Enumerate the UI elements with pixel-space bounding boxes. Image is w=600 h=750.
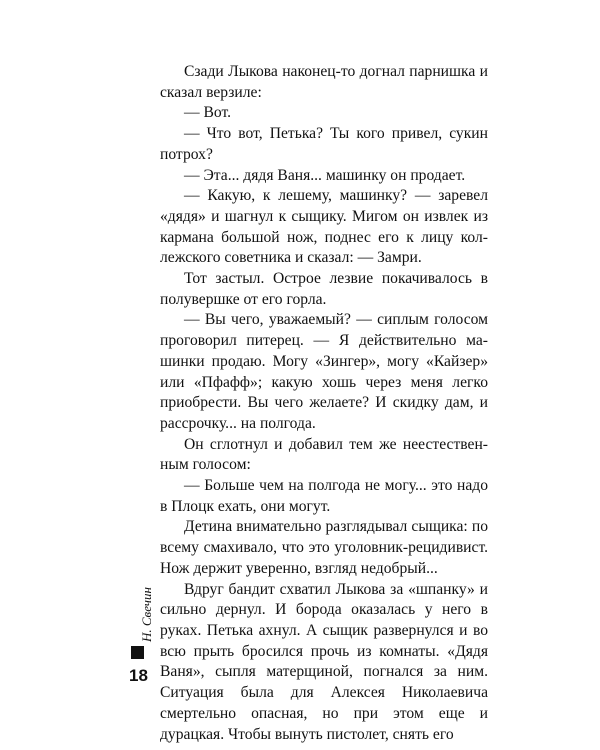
paragraph: Детина внимательно разглядывал сыщика: по всему смахивало, что это уголовник-рецидивист. Нож держит уверенно, взгляд недобрый...	[160, 518, 488, 577]
paragraph: Вдруг бандит схватил Лыкова за «шпанку» и сильно дернул. И борода оказалась у него в руках. Петька ахнул. А сыщик развернулся и во всю прыть бросился прочь из комнаты. «Дядя Ваня», сыпля матерщиной, погнался за ним. Ситуация была для Алексея Николаевича смертельно опасная, но при этом еще и дурацкая. Чтобы вынуть пистолет, снять его	[160, 580, 488, 743]
paragraph: — Эта... дядя Ваня... машинку он продает.	[184, 166, 466, 184]
paragraph: — Вот.	[184, 104, 232, 122]
paragraph: — Больше чем на полгода не могу... это надо в Плоцк ехать, они могут.	[160, 477, 488, 515]
paragraph: — Вы чего, уважаемый? — сиплым голосом проговорил питерец. — Я действительно машинки продаю. Могу «Зингер», могу «Кайзер» или «Пфафф»; какую хошь через меня легко приобрести. Вы чего желаете? И скидку дам, и рассрочку... на полгода.	[160, 311, 488, 432]
paragraph: — Что вот, Петька? Ты кого привел, сукин потрох?	[160, 125, 488, 163]
page-marker-square	[131, 646, 144, 659]
paragraph: — Какую, к лешему, машинку? — заревел «дядя» и шагнул к сыщику. Мигом он извлек из кармана большой нож, поднес его к лицу коллежского советника и сказал: — Замри.	[160, 187, 488, 267]
paragraph: Тот застыл. Острое лезвие покачивалось в полувершке от его горла.	[160, 270, 488, 308]
body-text	[160, 62, 488, 745]
paragraph: Он сглотнул и добавил тем же неестественным голосом:	[160, 435, 488, 474]
page-number: 18	[129, 666, 148, 685]
running-author: Н. Свечин	[139, 587, 154, 642]
paragraph: Сзади Лыкова наконец-то догнал парнишка и сказал верзиле:	[160, 63, 488, 101]
